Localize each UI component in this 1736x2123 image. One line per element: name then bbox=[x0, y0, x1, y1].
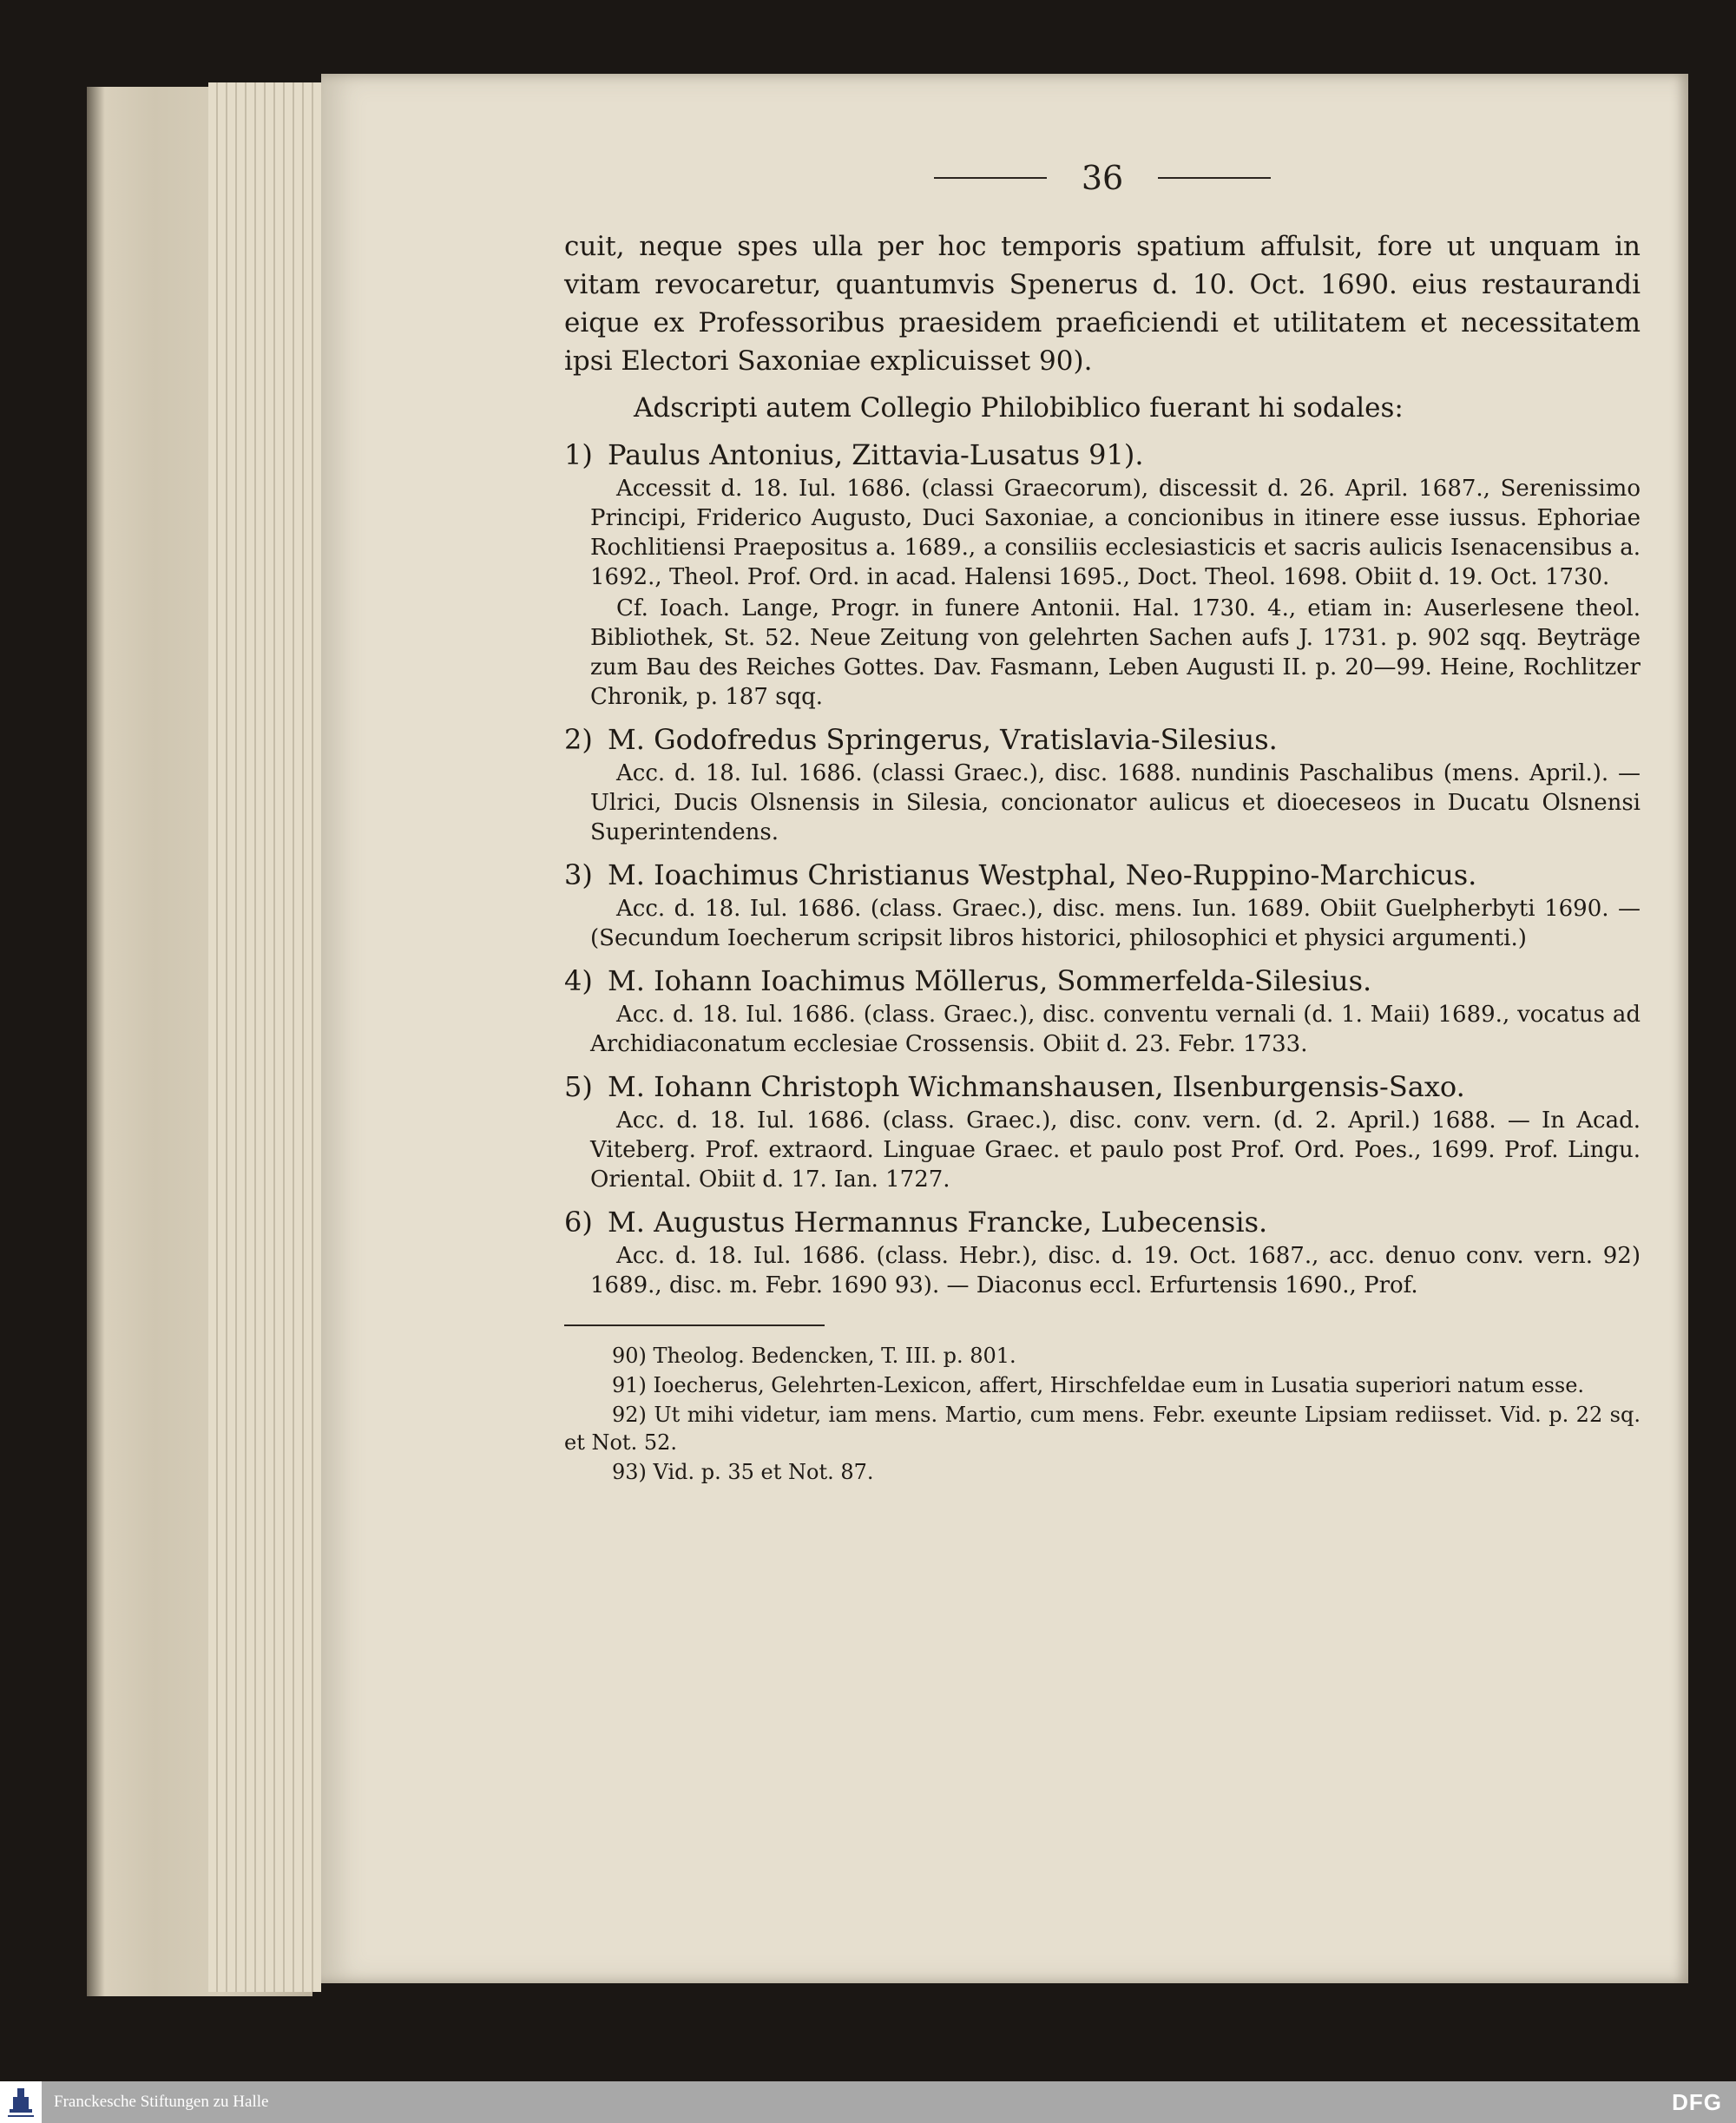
entry-heading bbox=[564, 720, 1641, 759]
footnote: 91) Ioecherus, Gelehrten-Lexicon, affert, Hirschfeldae eum in Lusatia superiori natum esse. bbox=[612, 1373, 1585, 1397]
page-number: 36 bbox=[1081, 159, 1124, 197]
entry bbox=[564, 720, 1641, 847]
footnote: 90) Theolog. Bedencken, T. III. p. 801. bbox=[612, 1344, 1016, 1368]
entry-number: 4) bbox=[564, 964, 593, 997]
entry-name: M. Iohann Christoph Wichmanshausen, Ilsenburgensis-Saxo. bbox=[608, 1070, 1465, 1103]
sodales-heading: Adscripti autem Collegio Philobiblico fuerant hi sodales: bbox=[634, 392, 1404, 424]
entry bbox=[564, 962, 1641, 1059]
entry-heading bbox=[564, 856, 1641, 894]
entry-references: Cf. Ioach. Lange, Progr. in funere Antonii. Hal. 1730. 4., etiam in: Auserlesene theol. Bibliothek, St. 52. Neue Zeitung von gelehrten Sachen aufs J. 1731. p. 902 sqq. Beyträge zum Bau des Reiches Gottes. Dav. Fasmann, Leben Augusti II. p. 20—99. Heine, Rochlitzer Chronik, p. 187 sqq. bbox=[590, 595, 1641, 710]
entry bbox=[564, 856, 1641, 953]
entry-number: 6) bbox=[564, 1206, 593, 1239]
entry bbox=[564, 1068, 1641, 1194]
entry-name: Paulus Antonius, Zittavia-Lusatus 91). bbox=[608, 438, 1144, 471]
intro-paragraph: cuit, neque spes ulla per hoc temporis spatium affulsit, fore ut unquam in vitam revocaretur, quantumvis Spenerus d. 10. Oct. 1690. eius restaurandi eique ex Professoribus praesidem praeficiendi et utilitatem et necessitatem ipsi Electori Saxoniae explicuisset 90). bbox=[564, 231, 1641, 377]
entry-body: Accessit d. 18. Iul. 1686. (classi Graecorum), discessit d. 26. April. 1687., Serenissimo Principi, Friderico Augusto, Duci Saxoniae, a concionibus in itinere esse iussus. Ephoriae Rochlitiensi Praepositus a. 1689., a consiliis ecclesiasticis et sacris aulicis Isenacensibus a. 1692., Theol. Prof. Ord. in acad. Halensi 1695., Doct. Theol. 1698. Obiit d. 19. Oct. 1730. bbox=[590, 476, 1641, 590]
entry-name: M. Ioachimus Christianus Westphal, Neo-Ruppino-Marchicus. bbox=[608, 858, 1477, 891]
entry-name: M. Godofredus Springerus, Vratislavia-Silesius. bbox=[608, 723, 1278, 756]
entry-body: Acc. d. 18. Iul. 1686. (class. Graec.), disc. conventu vernali (d. 1. Maii) 1689., vocatus ad Archidiaconatum ecclesiae Crossensis. Obiit d. 23. Febr. 1733. bbox=[590, 1002, 1641, 1057]
footnote: 92) Ut mihi videtur, iam mens. Martio, cum mens. Febr. exeunte Lipsiam rediisset. Vid. p. 22 sq. et Not. 52. bbox=[564, 1403, 1641, 1455]
institution-logo[interactable] bbox=[0, 2081, 42, 2123]
entry-number: 5) bbox=[564, 1070, 593, 1103]
footnote-separator bbox=[564, 1324, 825, 1326]
entry-number: 3) bbox=[564, 858, 593, 891]
entry-body: Acc. d. 18. Iul. 1686. (class. Graec.), disc. mens. Iun. 1689. Obiit Guelpherbyti 1690. — (Secundum Ioecherum scripsit libros historici, philosophici et physici argumenti.) bbox=[590, 896, 1641, 951]
header-rule-left bbox=[934, 177, 1047, 179]
viewer-footer bbox=[0, 2081, 1736, 2123]
entry-heading bbox=[564, 436, 1641, 474]
entry bbox=[564, 1203, 1641, 1300]
entry-heading bbox=[564, 1203, 1641, 1241]
footnote: 93) Vid. p. 35 et Not. 87. bbox=[612, 1460, 874, 1484]
institution-name[interactable]: Franckesche Stiftungen zu Halle bbox=[54, 2093, 269, 2111]
entry-heading bbox=[564, 1068, 1641, 1106]
entry-body: Acc. d. 18. Iul. 1686. (class. Hebr.), disc. d. 19. Oct. 1687., acc. denuo conv. vern. 92) 1689., disc. m. Febr. 1690 93). — Diaconus eccl. Erfurtensis 1690., Prof. bbox=[590, 1243, 1641, 1298]
entry-body: Acc. d. 18. Iul. 1686. (class. Graec.), disc. conv. vern. (d. 2. April.) 1688. — In Acad. Viteberg. Prof. extraord. Linguae Graec. et paulo post Prof. Ord. Poes., 1699. Prof. Lingu. Oriental. Obiit d. 17. Ian. 1727. bbox=[590, 1108, 1641, 1193]
dfg-logo[interactable]: DFG bbox=[1672, 2088, 1722, 2115]
page-header bbox=[911, 152, 1293, 204]
francke-foundation-icon bbox=[6, 2085, 36, 2120]
entry-name: M. Iohann Ioachimus Möllerus, Sommerfelda-Silesius. bbox=[608, 964, 1372, 997]
entry-number: 2) bbox=[564, 723, 593, 756]
entry-body: Acc. d. 18. Iul. 1686. (classi Graec.), disc. 1688. nundinis Paschalibus (mens. April.). — Ulrici, Ducis Olsnensis in Silesia, concionator aulicus et dioeceseos in Ducatu Olsnensi Superintendens. bbox=[590, 760, 1641, 845]
header-rule-right bbox=[1158, 177, 1271, 179]
page-text bbox=[564, 227, 1641, 1488]
entry-heading bbox=[564, 962, 1641, 1000]
entry bbox=[564, 436, 1641, 712]
entry-name: M. Augustus Hermannus Francke, Lubecensis. bbox=[608, 1206, 1268, 1239]
entry-number: 1) bbox=[564, 438, 593, 471]
page-stack-edges bbox=[208, 82, 321, 1992]
